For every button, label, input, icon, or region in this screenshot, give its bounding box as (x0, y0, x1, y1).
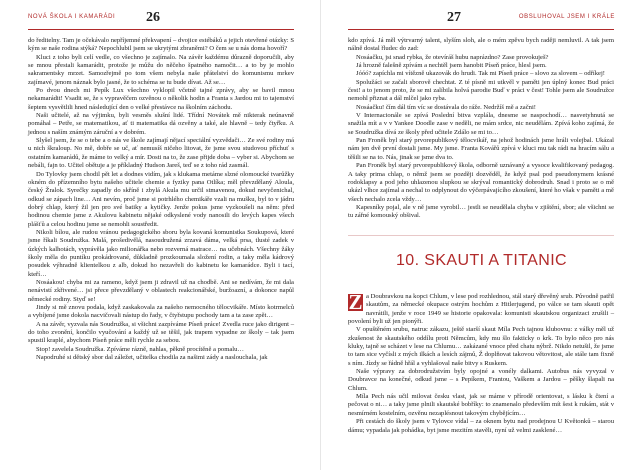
paragraph: Míla Pech nás učil milovat česku vlast, jak se máme v přírodě orientovat, s lásku k čtení a pečovat o ni… a taky jsme plnili skautské bobříky: to znamenalo především mít šest k rukám, stát v nesmírném kostelním, ozvěnu nezaplésnout takovým chybějícím… (348, 393, 614, 417)
paragraph: kdo zpívá. Já měl výtrvarný talent, slyším sloh, ale o mém zpěvu bych raději nemluvil. A tak jsem nálně dostal řludec do zad: (348, 37, 614, 53)
paragraph: V Internacionále se zpívá Poslední bitva vzplála, dnesme se naspochodí… nasvetyhnutá se snažila mít a v v Yankee Doodle zase v neděli, ne mám srdce, nic neudělám. Zpívá koho zajímá, že se Soudružka dívá ze školy před učitele Zdálo se mi to… (348, 112, 614, 136)
paragraph: Pan Froněk byl starý prvorepublikový škola, odborně uznávaný a vysoce kvalifikovaný pedagog. A taky prima chlap, o němž jsem se později dozvěděl, že když psal pod pseudonymem krásné rodoklapsy a pod jeho uhlazenou slupkou se skrýval romantický dobrodruh. Snad i proto se o mě ukázl vlhce zajímal a nechal to odplynout do výčerpávajícího zkoušení, které ho však v paměti a mě všech nechalo zcela vždy… (348, 162, 614, 203)
paragraph: Já hrozně falešně zpívám a nechtěl jsem hanobit Píseň práce, hlesl jsem. (356, 62, 547, 70)
right-body-text-bottom (348, 290, 614, 435)
paragraph: Pan Froněk byl starý prvorepublikový tělocvikář, na jehož hodinách jsme hráli volejbal. Ukázal nám jen dvě první dostali jsme. My jsme. Franta Kovářů zpívá v kluci mu tak rádi na hracím sálu a těšili se na to. Nás, jinak se jsme dva to. (348, 137, 614, 161)
chapter-separator (348, 235, 614, 236)
paragraph: Slyšel jsem, že se o tebe a o nás ve škole zajímají nějací speciální vyzvědači… Ze své rodiny má u nich škraloup. No mě, dobře se uč, ať nemusíš ničeho litovat, že jsme svou studovou příchuť s ostatním kamarádů, že máme to velký a mír. Dosti na to, že zase přijde doba – vyber si. Abychom se nebáli, fajn to. Učitel obětuje a je příkladný Hudson Jareš, teď se z toho rád zasmál. (28, 137, 294, 170)
page-number-right: 27 (447, 10, 461, 25)
running-head-left: NOVÁ ŠKOLA I KAMARÁDI (28, 14, 116, 20)
header-rule-right (348, 29, 614, 30)
paragraph: Napodruhé si dětský sbor dal záležet, učitelka chodila za našimi zády a naslouchala, jak (36, 354, 268, 362)
paragraph: Spolužáci se začali sborově chechtat. Z té písně mi utkvěl v paměti jen úplný konec Bud práci čest! a to jenom proto, že se mi zalíbila holvá parodie Buď v práci v čest! Tohle jsem ale Soudružce nemohl přiznat a dál mlčel jako ryba. (348, 78, 614, 103)
paragraph: Naše výpravy za dobrodružstvím byly opojné a vonély dalkami. Autobus nás vyvyzal v Doubravce na konečné, odkud jsme – s Pepíkem, Frantou, Vaškem a Jardou – pěšky šlapali na Chlum. (348, 368, 614, 392)
page-number-left: 26 (146, 10, 160, 25)
right-page (321, 0, 642, 470)
running-head-right: OBSLUHOVAL JSEM I KRÁLE (518, 14, 615, 20)
paragraph: Nosáakou! chyba mi za rameno, když jsem ji zdravil už na chodbě. Ani se nedívám, že mi dala nenávistí zkřivené… jsi přece převzdělaný v oblastech reakcionářské, buržoazní, a dokonce napůl německé rodiny. Styď se! (28, 278, 294, 303)
paragraph: A na závěr, vyzvala nás Soudružka, si všichni zazpíváme Píseň práce! Zvedla ruce jako dirigent – do toho zvonění, končilo vyučování a každý už se těšil, jak trapem vypadne ze školy – tak jsem spustil kraplé, abychom Píseň práce měli rychle za sebou. (28, 320, 294, 345)
paragraph: Kapesníky pojal, ale v ně jsme vyrobil… jestli se neudělala chyba v zjištění, sbor; ale všichni se tu zářné komouský obšival. (348, 203, 614, 220)
paragraph: Naši učitelé, až na výjimku, byli vesměs slušní lidé. Třídní Novátek mě nikterak neúnavně pomáhal – Petře, se matematikou, ať ti matematika dá ozvěny a také, ale hlavně – tedy čtyřku. A jednou s naším známým záruční a v dobrém. (28, 112, 294, 136)
paragraph-with-dropcap (348, 290, 614, 326)
right-body-text-top (348, 37, 614, 221)
paragraph: Jindy si mě znovu podala, když zaskakovala za našeho nemocného tělocvikáře. Místo kotrmelců a vybíjené jsme dokola nacvičovali nástup do řady, v čtyřstupu pochody tam a ta zase zpět… (28, 304, 294, 320)
paragraph: Do Tylovky jsem chodil pět let a dodnes vidím, jak s klukama metáme slzné olomoucké tvarůžky okném do přízemního bytu našeho učitele chemie a fyziky pana Otlíka; měl převzdělaný Aloula, český Žralok. Syrečky zapadly do skříně i zbylá Akula mu určil stmavenou, dokud nevyčenichal, odkud se zápach line… Ani nevím, proč jsme si potrhlého chemikáře vzali na mušku, byl to v jádru dobrý chlap, který žil jen pro své batiky a kytičky. Jenže pokus jsme vyzkoušeli na něm: před hodinou chemie jsme z Akulovu kabinetu nějaké odkyslené vody nanosili do levých kapes všech plášťů a celou hodinu jsme se nemohli soustředit. (28, 170, 294, 228)
paragraph: Při cestách do školy jsem v Tylovce vídal – za oknem bytu nad prodejnou U Květonků – starou dámu; vypadala jak pohádka, byt jsme mezitím stavěli, nyní už velmi zasklené… (348, 418, 614, 434)
paragraph: Jóóó? zapíchla mi vítězně ukazovák do hrudi. Tak mi Píseň práce – slovo za slovem – odříkej! (356, 70, 605, 78)
paragraph-text: a Doubravkou na kopci Chlum, v lese pod rozhlednou, stál starý dřevěný srub. Původně patřil skautům, za německé okupace ostrým hochům z Hitlerjugend, po válce se tam skauti opět navrátili, jenže v roce 1949 se historie opakovala: komunisti skautskou organizaci zrušili – povolení byli už jen pionýři. (348, 293, 614, 326)
paragraph: Nosáačku, jsi snad rybka, že otevíráš hubu naprázdno? Zase provokuješ? (356, 53, 549, 61)
paragraph: Nikoli bílou, ale rudou vránou pedagogického sboru byla kovaná komunistka Soukupová, které jsme říkali Soudružka. Malá, prošedivělá, nasoudružená zrzavá dáma, velká prsa, tlusté zadek v úzkých kalhotách, vyprávěla jako milionářka nebo rozverná matrace… na učebnách. Všechny žáky školy měla do puntíku prokádrované, důkladně prozkoumala složení rodin, a taky měla kádrový posudek výhradně klientelkou z alb, dokud ho nezavřeli do kabinetu ke kamarádce. Byli i tací, kteří… (28, 228, 294, 278)
paragraph: Stop! zavelela Soudružka. Zpíváme rázně, nahlas, pěkně procítěně a pomalu… (36, 345, 244, 353)
drop-cap: Z (348, 290, 363, 314)
header-rule-left (28, 29, 294, 30)
left-body-text (28, 37, 294, 362)
paragraph: Nosáačku! čím dál tím víc se dostávala do ráže. Nedržíš mě a začni! (356, 103, 536, 111)
paragraph: Kluci z toho byli celí vedle, co všechno je zajímalo. Na závěr každému důrazně doporučili, aby se mnou přestali kamarádit, protože je můžu do něčeho špatného namočit… a to by je mohlo sakramentsky mrzet. Samozřejmě po tom všem nebyla naše přátelství do komunismu mrkev zajímavé, jenom náznak bylo jasné, že to schéma se tu bude dívat. Až se… (28, 53, 294, 86)
paragraph: do ředitelny. Tam je očekávalo nepříjemné překvapení – dvojice estébáků a jejich otevřené otázky: S kým se naše rodina stýká? Nepochlubil jsem se ukrytými zbraněmi? O čem se u nás doma hovoří? (28, 37, 294, 53)
paragraph: Po dvou dnech mi Pepík Lux všechno vyklopil včetně tajné zprávy, aby se bavil mnou nekamarádit! Vsadit se, že s vypravěčem ozvěnou o několik hodin a Franta s Jardou mi to tajemství šeptem vysvětlili hned následující den o velké přestávce na školním záchodu. (28, 87, 294, 111)
chapter-title: 10. SKAUTI A TITANIC (395, 252, 567, 269)
paragraph: V opuštěném srubu, natruc zákazu, ještě starší skaut Míla Pech tajnou klubovnu: z války měl už zkušenost že skautského oddílu proti Němcům, kdy mu šlo fakticky o krk. To bylo něco pro nás kluky, tajně se scházet v lese na Chlumu… zakázané vnoce před chatu nýbrž. Nikdo netušil, že jsme to tam sice vyčísli z mých ilkách a lesích zájmů, Ž doplňovat takovou větovitost, ale stále tam fixně s ním. Jízdy se řádně hřál a vyhlašoval naše bitvy s Ruskem. (348, 326, 614, 367)
